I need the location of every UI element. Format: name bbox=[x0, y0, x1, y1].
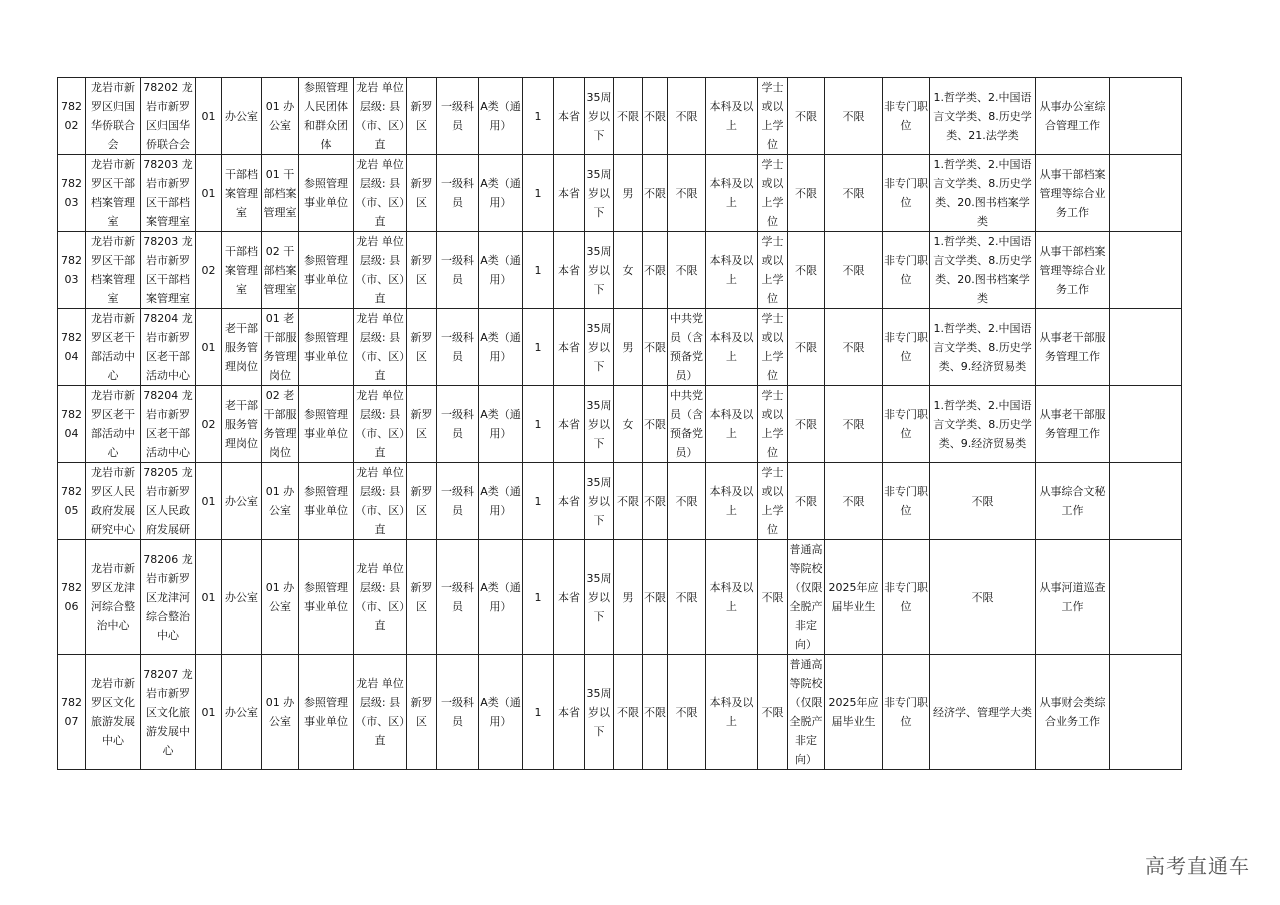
cell-unit-level: 龙岩 单位层级: 县（市、区）直 bbox=[354, 78, 407, 155]
cell-position-code: 78206 bbox=[58, 540, 86, 655]
cell-ethnicity: 不限 bbox=[643, 540, 668, 655]
cell-age-limit: 35周岁以下 bbox=[585, 540, 614, 655]
cell-major-requirement: 1.哲学类、2.中国语言文学类、8.历史学类、21.法学类 bbox=[930, 78, 1036, 155]
cell-note bbox=[1110, 463, 1182, 540]
cell-origin: 本省 bbox=[554, 655, 585, 770]
cell-district: 新罗区 bbox=[407, 309, 437, 386]
cell-unit-type: 参照管理事业单位 bbox=[299, 232, 354, 309]
cell-remark: 从事财会类综合业务工作 bbox=[1036, 655, 1110, 770]
cell-other-requirement: 不限 bbox=[825, 463, 883, 540]
cell-major-requirement: 不限 bbox=[930, 540, 1036, 655]
cell-district: 新罗区 bbox=[407, 78, 437, 155]
cell-gender: 女 bbox=[614, 232, 643, 309]
cell-unit-code-name: 78206 龙岩市新罗区龙津河综合整治中心 bbox=[141, 540, 196, 655]
cell-unit-level: 龙岩 单位层级: 县（市、区）直 bbox=[354, 155, 407, 232]
cell-recruit-count: 1 bbox=[523, 463, 554, 540]
cell-major-requirement: 1.哲学类、2.中国语言文学类、8.历史学类、20.图书档案学类 bbox=[930, 232, 1036, 309]
cell-special-post: 非专门职位 bbox=[883, 78, 930, 155]
cell-political-status: 不限 bbox=[668, 540, 706, 655]
cell-major-requirement: 1.哲学类、2.中国语言文学类、8.历史学类、20.图书档案学类 bbox=[930, 155, 1036, 232]
cell-department-name: 龙岩市新罗区干部档案管理室 bbox=[86, 232, 141, 309]
cell-special-post: 非专门职位 bbox=[883, 463, 930, 540]
cell-ethnicity: 不限 bbox=[643, 309, 668, 386]
cell-post-name: 01 办公室 bbox=[262, 463, 299, 540]
cell-education: 本科及以上 bbox=[706, 78, 758, 155]
cell-school-requirement: 不限 bbox=[788, 78, 825, 155]
cell-origin: 本省 bbox=[554, 540, 585, 655]
cell-remark: 从事办公室综合管理工作 bbox=[1036, 78, 1110, 155]
cell-age-limit: 35周岁以下 bbox=[585, 655, 614, 770]
cell-school-requirement: 不限 bbox=[788, 232, 825, 309]
cell-note bbox=[1110, 655, 1182, 770]
cell-degree: 学士或以上学位 bbox=[758, 232, 788, 309]
cell-district: 新罗区 bbox=[407, 463, 437, 540]
cell-remark: 从事综合文秘工作 bbox=[1036, 463, 1110, 540]
cell-age-limit: 35周岁以下 bbox=[585, 155, 614, 232]
cell-rank: 一级科员 bbox=[437, 78, 479, 155]
recruitment-table bbox=[57, 77, 1182, 770]
cell-post-name: 01 办公室 bbox=[262, 655, 299, 770]
cell-unit-level: 龙岩 单位层级: 县（市、区）直 bbox=[354, 309, 407, 386]
table-row bbox=[58, 463, 1182, 540]
cell-post-category: 干部档案管理室 bbox=[222, 232, 262, 309]
cell-degree: 学士或以上学位 bbox=[758, 309, 788, 386]
cell-unit-level: 龙岩 单位层级: 县（市、区）直 bbox=[354, 655, 407, 770]
cell-post-name: 02 干部档案管理室 bbox=[262, 232, 299, 309]
cell-note bbox=[1110, 386, 1182, 463]
cell-district: 新罗区 bbox=[407, 155, 437, 232]
cell-post-number: 01 bbox=[196, 309, 222, 386]
cell-recruit-count: 1 bbox=[523, 155, 554, 232]
table-row bbox=[58, 655, 1182, 770]
cell-origin: 本省 bbox=[554, 309, 585, 386]
cell-post-number: 01 bbox=[196, 463, 222, 540]
cell-origin: 本省 bbox=[554, 155, 585, 232]
cell-school-requirement: 不限 bbox=[788, 309, 825, 386]
cell-political-status: 中共党员（含预备党员） bbox=[668, 386, 706, 463]
cell-special-post: 非专门职位 bbox=[883, 540, 930, 655]
cell-gender: 男 bbox=[614, 309, 643, 386]
cell-post-category: 办公室 bbox=[222, 540, 262, 655]
cell-rank: 一级科员 bbox=[437, 540, 479, 655]
cell-unit-type: 参照管理事业单位 bbox=[299, 463, 354, 540]
cell-department-name: 龙岩市新罗区老干部活动中心 bbox=[86, 386, 141, 463]
cell-special-post: 非专门职位 bbox=[883, 386, 930, 463]
cell-special-post: 非专门职位 bbox=[883, 655, 930, 770]
cell-other-requirement: 不限 bbox=[825, 232, 883, 309]
cell-rank: 一级科员 bbox=[437, 155, 479, 232]
cell-degree: 不限 bbox=[758, 540, 788, 655]
cell-degree: 学士或以上学位 bbox=[758, 155, 788, 232]
cell-origin: 本省 bbox=[554, 78, 585, 155]
cell-unit-level: 龙岩 单位层级: 县（市、区）直 bbox=[354, 232, 407, 309]
cell-district: 新罗区 bbox=[407, 655, 437, 770]
cell-post-number: 02 bbox=[196, 232, 222, 309]
cell-other-requirement: 不限 bbox=[825, 78, 883, 155]
cell-recruit-count: 1 bbox=[523, 78, 554, 155]
cell-education: 本科及以上 bbox=[706, 540, 758, 655]
cell-post-category: 老干部服务管理岗位 bbox=[222, 309, 262, 386]
cell-unit-type: 参照管理事业单位 bbox=[299, 309, 354, 386]
cell-position-code: 78204 bbox=[58, 386, 86, 463]
cell-unit-level: 龙岩 单位层级: 县（市、区）直 bbox=[354, 463, 407, 540]
cell-department-name: 龙岩市新罗区人民政府发展研究中心 bbox=[86, 463, 141, 540]
table-row bbox=[58, 155, 1182, 232]
cell-remark: 从事老干部服务管理工作 bbox=[1036, 309, 1110, 386]
cell-post-category: 干部档案管理室 bbox=[222, 155, 262, 232]
cell-recruit-count: 1 bbox=[523, 232, 554, 309]
cell-exam-type: A类（通用） bbox=[479, 463, 523, 540]
cell-ethnicity: 不限 bbox=[643, 386, 668, 463]
cell-origin: 本省 bbox=[554, 463, 585, 540]
cell-unit-type: 参照管理事业单位 bbox=[299, 386, 354, 463]
cell-ethnicity: 不限 bbox=[643, 232, 668, 309]
cell-note bbox=[1110, 232, 1182, 309]
cell-note bbox=[1110, 78, 1182, 155]
table-row bbox=[58, 232, 1182, 309]
cell-education: 本科及以上 bbox=[706, 463, 758, 540]
cell-school-requirement: 普通高等院校（仅限全脱产非定向） bbox=[788, 655, 825, 770]
cell-recruit-count: 1 bbox=[523, 540, 554, 655]
cell-political-status: 不限 bbox=[668, 655, 706, 770]
table-row bbox=[58, 386, 1182, 463]
cell-post-category: 老干部服务管理岗位 bbox=[222, 386, 262, 463]
cell-department-name: 龙岩市新罗区文化旅游发展中心 bbox=[86, 655, 141, 770]
cell-post-name: 01 老干部服务管理岗位 bbox=[262, 309, 299, 386]
cell-district: 新罗区 bbox=[407, 386, 437, 463]
cell-political-status: 不限 bbox=[668, 232, 706, 309]
cell-district: 新罗区 bbox=[407, 232, 437, 309]
cell-exam-type: A类（通用） bbox=[479, 655, 523, 770]
cell-age-limit: 35周岁以下 bbox=[585, 309, 614, 386]
cell-district: 新罗区 bbox=[407, 540, 437, 655]
cell-position-code: 78205 bbox=[58, 463, 86, 540]
cell-major-requirement: 1.哲学类、2.中国语言文学类、8.历史学类、9.经济贸易类 bbox=[930, 386, 1036, 463]
cell-school-requirement: 不限 bbox=[788, 155, 825, 232]
cell-post-name: 01 办公室 bbox=[262, 78, 299, 155]
cell-position-code: 78207 bbox=[58, 655, 86, 770]
cell-post-name: 01 干部档案管理室 bbox=[262, 155, 299, 232]
cell-political-status: 不限 bbox=[668, 463, 706, 540]
cell-exam-type: A类（通用） bbox=[479, 155, 523, 232]
cell-exam-type: A类（通用） bbox=[479, 309, 523, 386]
cell-rank: 一级科员 bbox=[437, 655, 479, 770]
cell-other-requirement: 不限 bbox=[825, 386, 883, 463]
cell-age-limit: 35周岁以下 bbox=[585, 463, 614, 540]
cell-position-code: 78203 bbox=[58, 232, 86, 309]
cell-note bbox=[1110, 309, 1182, 386]
cell-major-requirement: 经济学、管理学大类 bbox=[930, 655, 1036, 770]
cell-rank: 一级科员 bbox=[437, 309, 479, 386]
cell-department-name: 龙岩市新罗区归国华侨联合会 bbox=[86, 78, 141, 155]
cell-school-requirement: 不限 bbox=[788, 463, 825, 540]
cell-education: 本科及以上 bbox=[706, 309, 758, 386]
cell-exam-type: A类（通用） bbox=[479, 540, 523, 655]
cell-gender: 不限 bbox=[614, 78, 643, 155]
cell-department-name: 龙岩市新罗区干部档案管理室 bbox=[86, 155, 141, 232]
cell-position-code: 78203 bbox=[58, 155, 86, 232]
cell-unit-type: 参照管理事业单位 bbox=[299, 540, 354, 655]
cell-other-requirement: 不限 bbox=[825, 309, 883, 386]
cell-unit-code-name: 78205 龙岩市新罗区人民政府发展研 bbox=[141, 463, 196, 540]
cell-post-category: 办公室 bbox=[222, 655, 262, 770]
cell-unit-type: 参照管理事业单位 bbox=[299, 655, 354, 770]
cell-rank: 一级科员 bbox=[437, 463, 479, 540]
cell-unit-level: 龙岩 单位层级: 县（市、区）直 bbox=[354, 540, 407, 655]
cell-major-requirement: 不限 bbox=[930, 463, 1036, 540]
cell-note bbox=[1110, 540, 1182, 655]
cell-ethnicity: 不限 bbox=[643, 155, 668, 232]
cell-education: 本科及以上 bbox=[706, 386, 758, 463]
cell-position-code: 78202 bbox=[58, 78, 86, 155]
cell-post-number: 01 bbox=[196, 155, 222, 232]
cell-education: 本科及以上 bbox=[706, 655, 758, 770]
cell-unit-type: 参照管理人民团体和群众团体 bbox=[299, 78, 354, 155]
cell-exam-type: A类（通用） bbox=[479, 232, 523, 309]
cell-post-number: 01 bbox=[196, 540, 222, 655]
cell-remark: 从事老干部服务管理工作 bbox=[1036, 386, 1110, 463]
cell-post-number: 01 bbox=[196, 78, 222, 155]
cell-age-limit: 35周岁以下 bbox=[585, 232, 614, 309]
cell-gender: 女 bbox=[614, 386, 643, 463]
cell-political-status: 不限 bbox=[668, 155, 706, 232]
cell-education: 本科及以上 bbox=[706, 232, 758, 309]
table-row bbox=[58, 309, 1182, 386]
cell-post-category: 办公室 bbox=[222, 463, 262, 540]
cell-education: 本科及以上 bbox=[706, 155, 758, 232]
cell-ethnicity: 不限 bbox=[643, 655, 668, 770]
cell-position-code: 78204 bbox=[58, 309, 86, 386]
cell-age-limit: 35周岁以下 bbox=[585, 386, 614, 463]
cell-recruit-count: 1 bbox=[523, 655, 554, 770]
cell-note bbox=[1110, 155, 1182, 232]
cell-post-number: 02 bbox=[196, 386, 222, 463]
cell-unit-code-name: 78203 龙岩市新罗区干部档案管理室 bbox=[141, 232, 196, 309]
cell-unit-code-name: 78203 龙岩市新罗区干部档案管理室 bbox=[141, 155, 196, 232]
cell-ethnicity: 不限 bbox=[643, 78, 668, 155]
cell-age-limit: 35周岁以下 bbox=[585, 78, 614, 155]
cell-unit-code-name: 78204 龙岩市新罗区老干部活动中心 bbox=[141, 309, 196, 386]
cell-other-requirement: 2025年应届毕业生 bbox=[825, 540, 883, 655]
cell-post-category: 办公室 bbox=[222, 78, 262, 155]
cell-political-status: 不限 bbox=[668, 78, 706, 155]
cell-remark: 从事干部档案管理等综合业务工作 bbox=[1036, 232, 1110, 309]
cell-remark: 从事河道巡查工作 bbox=[1036, 540, 1110, 655]
cell-origin: 本省 bbox=[554, 232, 585, 309]
cell-post-name: 01 办公室 bbox=[262, 540, 299, 655]
cell-school-requirement: 不限 bbox=[788, 386, 825, 463]
cell-department-name: 龙岩市新罗区龙津河综合整治中心 bbox=[86, 540, 141, 655]
cell-gender: 不限 bbox=[614, 463, 643, 540]
cell-ethnicity: 不限 bbox=[643, 463, 668, 540]
cell-political-status: 中共党员（含预备党员） bbox=[668, 309, 706, 386]
cell-degree: 不限 bbox=[758, 655, 788, 770]
cell-department-name: 龙岩市新罗区老干部活动中心 bbox=[86, 309, 141, 386]
table-row bbox=[58, 78, 1182, 155]
cell-major-requirement: 1.哲学类、2.中国语言文学类、8.历史学类、9.经济贸易类 bbox=[930, 309, 1036, 386]
cell-rank: 一级科员 bbox=[437, 386, 479, 463]
cell-gender: 男 bbox=[614, 540, 643, 655]
watermark-text: 高考直通车 bbox=[1145, 854, 1250, 878]
table-row bbox=[58, 540, 1182, 655]
cell-origin: 本省 bbox=[554, 386, 585, 463]
cell-degree: 学士或以上学位 bbox=[758, 463, 788, 540]
cell-exam-type: A类（通用） bbox=[479, 386, 523, 463]
cell-unit-code-name: 78204 龙岩市新罗区老干部活动中心 bbox=[141, 386, 196, 463]
cell-unit-type: 参照管理事业单位 bbox=[299, 155, 354, 232]
cell-gender: 男 bbox=[614, 155, 643, 232]
cell-degree: 学士或以上学位 bbox=[758, 78, 788, 155]
cell-school-requirement: 普通高等院校（仅限全脱产非定向） bbox=[788, 540, 825, 655]
cell-special-post: 非专门职位 bbox=[883, 309, 930, 386]
cell-recruit-count: 1 bbox=[523, 309, 554, 386]
cell-unit-code-name: 78202 龙岩市新罗区归国华侨联合会 bbox=[141, 78, 196, 155]
cell-exam-type: A类（通用） bbox=[479, 78, 523, 155]
cell-special-post: 非专门职位 bbox=[883, 232, 930, 309]
cell-unit-level: 龙岩 单位层级: 县（市、区）直 bbox=[354, 386, 407, 463]
cell-rank: 一级科员 bbox=[437, 232, 479, 309]
cell-post-name: 02 老干部服务管理岗位 bbox=[262, 386, 299, 463]
cell-gender: 不限 bbox=[614, 655, 643, 770]
cell-degree: 学士或以上学位 bbox=[758, 386, 788, 463]
cell-recruit-count: 1 bbox=[523, 386, 554, 463]
cell-other-requirement: 不限 bbox=[825, 155, 883, 232]
cell-unit-code-name: 78207 龙岩市新罗区文化旅游发展中心 bbox=[141, 655, 196, 770]
cell-special-post: 非专门职位 bbox=[883, 155, 930, 232]
cell-post-number: 01 bbox=[196, 655, 222, 770]
cell-other-requirement: 2025年应届毕业生 bbox=[825, 655, 883, 770]
cell-remark: 从事干部档案管理等综合业务工作 bbox=[1036, 155, 1110, 232]
